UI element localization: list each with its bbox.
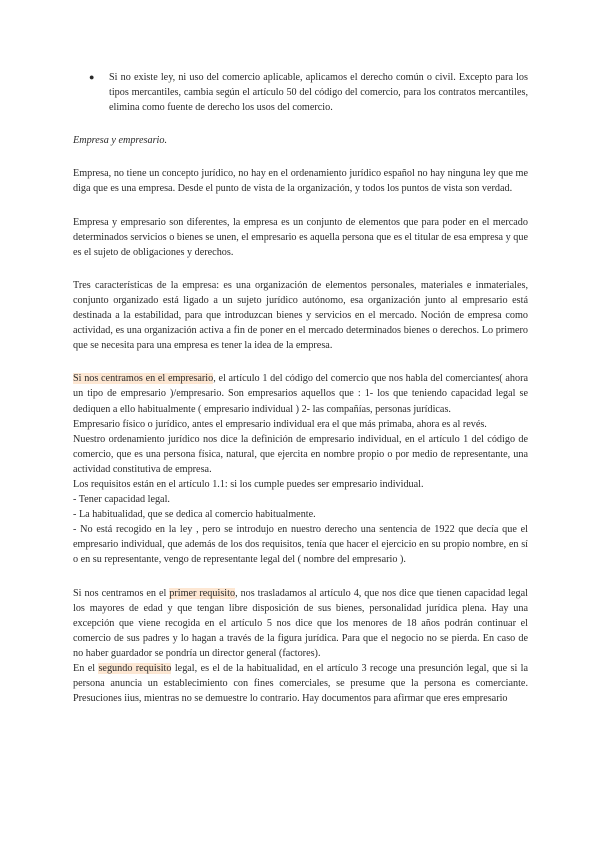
bullet-text: Si no existe ley, ni uso del comercio aplicable, aplicamos el derecho común o civil. Excepto para los tipos mercantiles, cambia según el artículo 50 del código del comercio, para los contratos mercantiles, elimina como fuente de derecho los usos del comercio. <box>109 72 528 114</box>
paragraph-segundo-requisito: En el segundo requisito legal, es el de la habitualidad, en el artículo 3 recoge una presunción legal, que si la persona anuncia un establecimiento con fines comerciales, se presume que la persona es comerciante. Presuciones iius, mientras no se demuestre lo contrario. Hay documentos para afirmar que eres empresario <box>73 663 529 705</box>
paragraph-fisico-juridico: Empresario físico o jurídico, antes el empresario individual era el que más primaba, ahora es al revés. <box>73 418 487 430</box>
paragraph-empresa-concepto: Empresa, no tiene un concepto jurídico, no hay en el ordenamiento jurídico español no hay ninguna ley que me diga que es una empresa. Desde el punto de vista de la organización, y todos los puntos de vista son verdad. <box>73 168 528 195</box>
bullet-item <box>73 70 528 115</box>
document-page <box>73 70 528 706</box>
requisito-item: - No está recogido en la ley , pero se introdujo en nuestro derecho una sentencia de 1922 que decía que el empresario individual, que además de los dos requisitos, tenía que hacer el ejercicio en su propio nombre, en sí o en su representante, vengo de representante legal del ( nombre del empresario ). <box>73 524 528 566</box>
paragraph-caracteristicas: Tres características de la empresa: es una organización de elementos personales, materiales e inmateriales, conjunto organizado está ligado a un sujeto jurídico autónomo, esa organización junto al empresario está destinada a la estabilidad, para que introduzcan bienes y servicios en el mercado. Noción de empresa como actividad, es una organización activa a fin de poner en el mercado determinados bienes o derechos. Lo primero que se necesita para una empresa es tener la idea de la empresa. <box>73 279 528 352</box>
paragraph-centramos-empresario: Si nos centramos en el empresario, el artículo 1 del código del comercio que nos habla del comerciantes( ahora un tipo de empresario )/empresario. Son empresarios aquellos que : 1- los que teniendo capacidad legal se dediquen a ello habitualmente ( empresario individual ) 2- las compañías, personas jurídicas. <box>73 373 528 415</box>
section-heading: Empresa y empresario. <box>73 135 168 147</box>
requisito-item: - La habitualidad, que se dedica al comercio habitualmente. <box>73 509 316 521</box>
bullet-marker: ● <box>89 72 95 82</box>
highlight-empresario: Si nos centramos en el empresario <box>73 373 214 385</box>
highlight-primer-requisito: primer requisito <box>169 587 236 599</box>
paragraph-definicion: Nuestro ordenamiento jurídico nos dice la definición de empresario individual, en el artículo 1 del código de comercio, que es una persona física, natural, que ejercita en nombre propio o por medio de representante, una actividad constitutiva de empresa. <box>73 433 528 475</box>
paragraph-primer-requisito: Si nos centramos en el primer requisito, nos trasladamos al artículo 4, que nos dice que tienen capacidad legal los mayores de edad y que tengan libre disposición de sus bienes, personalidad jurídica plena. Hay una excepción que viene recogida en el artículo 5 nos dice que los menores de 18 años podrán continuar el comercio de sus padres y lo hagan a través de la figura jurídica. Para que el negocio no se pierda. En caso de no haber guardador se pondría un director general (factores). <box>73 587 528 659</box>
paragraph-requisitos: Los requisitos están en el artículo 1.1: si los cumple puedes ser empresario individual. <box>73 478 424 490</box>
paragraph-empresa-empresario: Empresa y empresario son diferentes, la empresa es un conjunto de elementos que para poder en el mercado determinados servicios o bienes se unen, el empresario es aquella persona que es el titular de esa empresa y que es el sujeto de obligaciones y derechos. <box>73 216 528 258</box>
requisito-item: - Tener capacidad legal. <box>73 494 170 506</box>
highlight-segundo-requisito: segundo requisito <box>98 663 172 674</box>
